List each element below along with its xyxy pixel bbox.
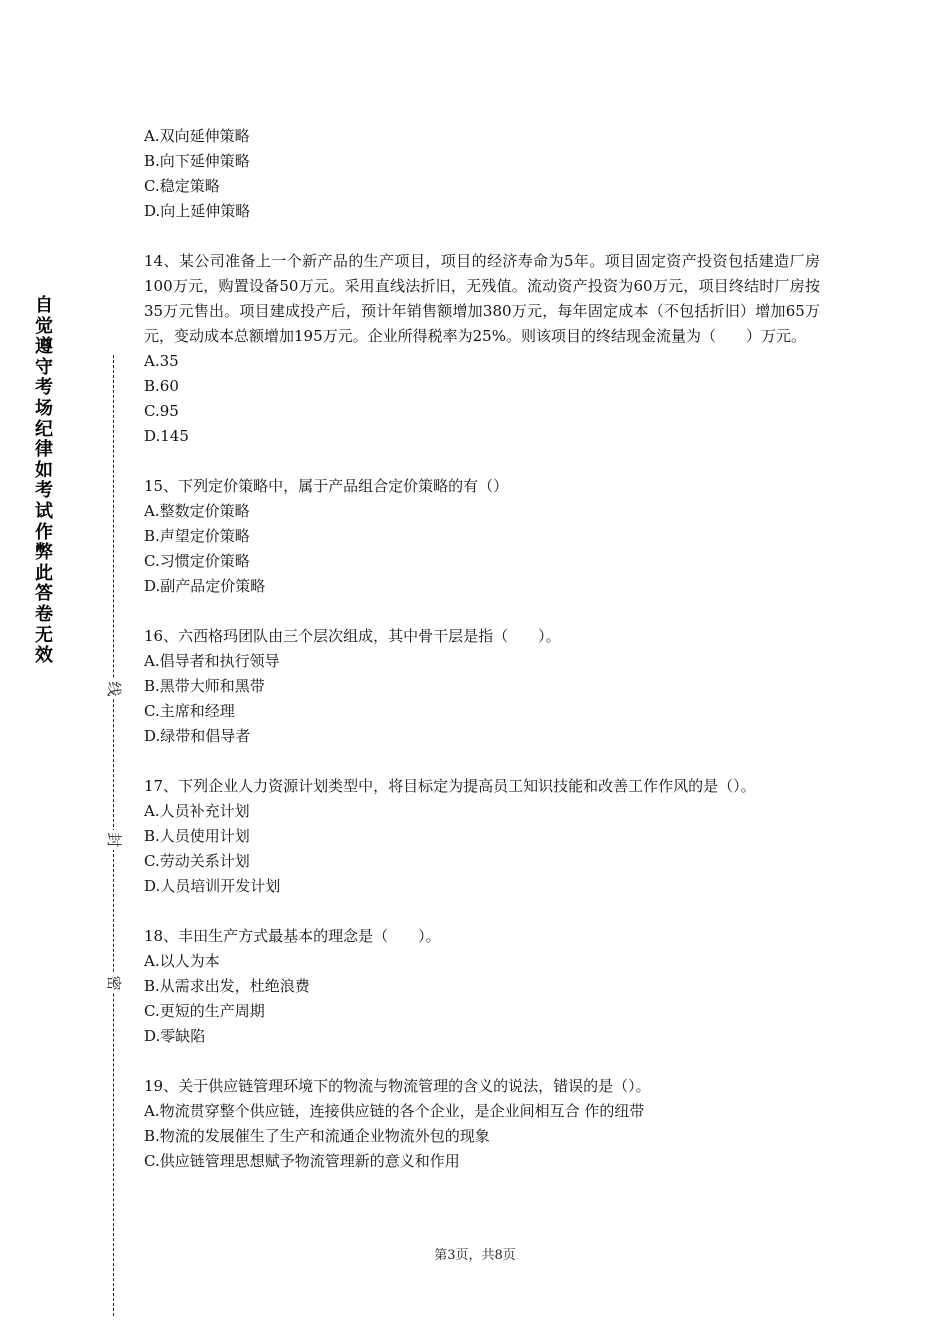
binding-mark-secret: 密 <box>103 973 125 993</box>
question-stem: 18、丰田生产方式最基本的理念是（ ）。 <box>144 927 441 945</box>
binding-notice-char: 卷 <box>35 603 53 625</box>
option: B.声望定价策略 <box>144 527 250 545</box>
binding-notice-char: 无 <box>35 624 53 646</box>
binding-notice-char: 考 <box>35 480 53 502</box>
question-17 <box>144 774 820 899</box>
option: B.人员使用计划 <box>144 827 250 845</box>
binding-notice-char: 纪 <box>35 418 53 440</box>
option: C.劳动关系计划 <box>144 852 250 870</box>
option: C.95 <box>144 402 179 420</box>
binding-mark-seal: 封 <box>103 830 125 850</box>
option: B.60 <box>144 377 179 395</box>
option: A.整数定价策略 <box>144 502 250 520</box>
option: A.物流贯穿整个供应链，连接供应链的各个企业，是企业间相互合 作的纽带 <box>144 1102 645 1120</box>
option: C.更短的生产周期 <box>144 1002 265 1020</box>
option: B.从需求出发，杜绝浪费 <box>144 977 310 995</box>
binding-notice-char: 场 <box>35 397 53 419</box>
binding-notice-char: 答 <box>35 583 53 605</box>
question-stem: 15、下列定价策略中，属于产品组合定价策略的有（） <box>144 477 509 495</box>
option: D.零缺陷 <box>144 1027 206 1045</box>
binding-notice <box>30 296 58 667</box>
option: A.双向延伸策略 <box>144 127 250 145</box>
binding-notice-char: 遵 <box>35 336 53 358</box>
option: A.人员补充计划 <box>144 802 250 820</box>
option: D.副产品定价策略 <box>144 577 266 595</box>
option: B.向下延伸策略 <box>144 152 250 170</box>
option: C.供应链管理思想赋予物流管理新的意义和作用 <box>144 1152 460 1170</box>
binding-notice-char: 自 <box>35 295 53 316</box>
page-number-footer: 第3页，共8页 <box>434 1248 516 1263</box>
question-stem: 19、关于供应链管理环境下的物流与物流管理的含义的说法，错误的是（）。 <box>144 1077 651 1095</box>
binding-notice-char: 作 <box>35 521 53 543</box>
option: C.稳定策略 <box>144 177 220 195</box>
question-stem: 14、某公司准备上一个新产品的生产项目，项目的经济寿命为5年。项目固定资产投资包括建造厂房100万元，购置设备50万元。采用直线法折旧，无残值。流动资产投资为60万元，项目终结时厂房按35万元售出。项目建成投产后，预计年销售额增加380万元，每年固定成本（不包括折旧）增加65万元，变动成本总额增加195万元。企业所得税率为25%。则该项目的终结现金流量为（ ）万元。 <box>144 252 820 345</box>
option: D.145 <box>144 427 189 445</box>
option: C.主席和经理 <box>144 702 235 720</box>
binding-notice-char: 试 <box>35 500 53 522</box>
binding-mark-line: 线 <box>103 679 125 699</box>
question-15 <box>144 474 820 599</box>
question-stem: 17、下列企业人力资源计划类型中，将目标定为提高员工知识技能和改善工作作风的是（）。 <box>144 777 756 795</box>
question-14 <box>144 249 820 449</box>
question-16 <box>144 624 820 749</box>
question-18 <box>144 924 820 1049</box>
option: B.黑带大师和黑带 <box>144 677 265 695</box>
question-13-continued <box>144 124 820 224</box>
option: A.以人为本 <box>144 952 220 970</box>
option: D.人员培训开发计划 <box>144 877 281 895</box>
option: D.绿带和倡导者 <box>144 727 251 745</box>
option: A.35 <box>144 352 179 370</box>
binding-notice-char: 律 <box>35 439 53 461</box>
question-list <box>144 124 820 1174</box>
binding-notice-char: 效 <box>35 645 53 667</box>
option: A.倡导者和执行领导 <box>144 652 280 670</box>
binding-notice-char: 如 <box>35 459 53 481</box>
option: B.物流的发展催生了生产和流通企业物流外包的现象 <box>144 1127 490 1145</box>
binding-notice-char: 觉 <box>35 315 53 337</box>
question-19 <box>144 1074 820 1174</box>
option: D.向上延伸策略 <box>144 202 251 220</box>
binding-notice-char: 弊 <box>35 542 53 564</box>
binding-notice-char: 考 <box>35 377 53 399</box>
question-stem: 16、六西格玛团队由三个层次组成，其中骨干层是指（ ）。 <box>144 627 561 645</box>
option: C.习惯定价策略 <box>144 552 250 570</box>
binding-notice-char: 守 <box>35 356 53 378</box>
binding-notice-char: 此 <box>35 562 53 584</box>
